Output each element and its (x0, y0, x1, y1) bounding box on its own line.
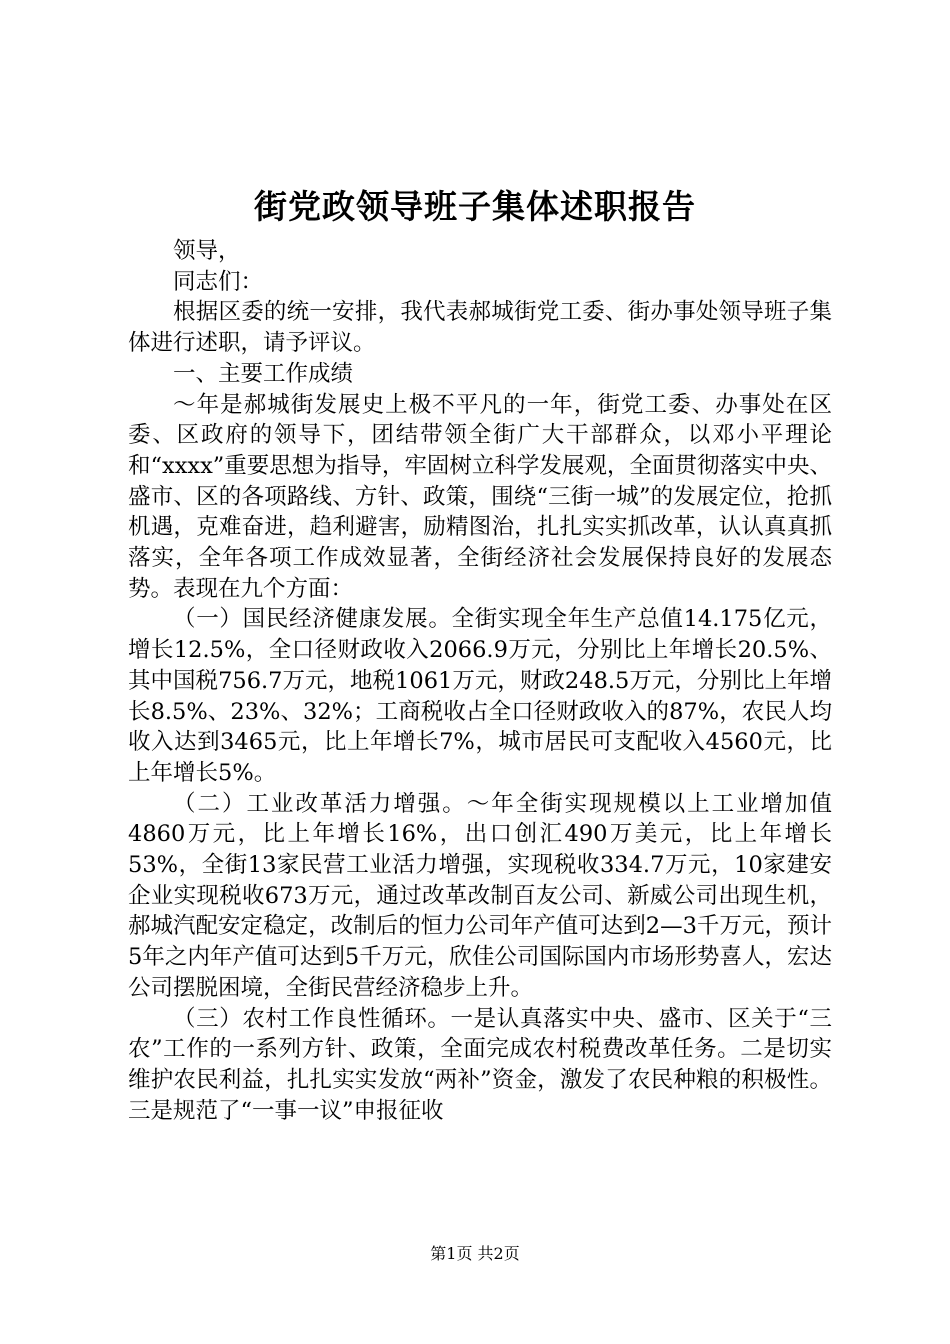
economy-paragraph: （一）国民经济健康发展。全街实现全年生产总值14.175亿元，增长12.5%，全口径财政收入2066.9万元，分别比上年增长20.5%、其中国税756.7万元，地税1061万元，财政248.5万元，分别比上年增长8.5%、23%、32%；工商税收占全口径财政收入的87%，农民人均收入达到3465元，比上年增长7%，城市居民可支配收入4560元，比上年增长5%。 (128, 606, 832, 786)
industry-paragraph: （二）工业改革活力增强。～年全街实现规模以上工业增加值4860万元，比上年增长16%，出口创汇490万美元，比上年增长53%，全街13家民营工业活力增强，实现税收334.7万元，10家建安企业实现税收673万元，通过改革改制百友公司、新威公司出现生机，郝城汽配安定稳定，改制后的恒力公司年产值可达到2—3千万元，预计5年之内年产值可达到5千万元，欣佳公司国际国内市场形势喜人，宏达公司摆脱困境，全街民营经济稳步上升。 (128, 790, 832, 1001)
section-heading: 一、主要工作成绩 (173, 360, 354, 387)
document-body (128, 236, 832, 1126)
page-footer: 第1页 共2页 (430, 1244, 520, 1263)
salutation-leaders: 领导， (173, 238, 241, 264)
intro-paragraph: 根据区委的统一安排，我代表郝城街党工委、街办事处领导班子集体进行述职，请予评议。 (128, 299, 832, 357)
overview-paragraph: ～年是郝城街发展史上极不平凡的一年，街党工委、办事处在区委、区政府的领导下，团结带领全街广大干部群众，以邓小平理论和“xxxx”重要思想为指导，牢固树立科学发展观，全面贯彻落实中央、盛市、区的各项路线、方针、政策，围绕“三街一城”的发展定位，抢抓机遇，克难奋进，趋利避害，励精图治，扎扎实实抓改革，认认真真抓落实，全年各项工作成效显著，全街经济社会发展保持良好的发展态势。表现在九个方面： (128, 391, 832, 602)
rural-paragraph: （三）农村工作良性循环。一是认真落实中央、盛市、区关于“三农”工作的一系列方针、政策，全面完成农村税费改革任务。二是切实维护农民利益，扎扎实实发放“两补”资金，激发了农民种粮的积极性。三是规范了“一事一议”申报征收 (128, 1005, 832, 1124)
document-title: 街党政领导班子集体述职报告 (254, 187, 696, 226)
salutation-comrades: 同志们： (173, 268, 264, 295)
